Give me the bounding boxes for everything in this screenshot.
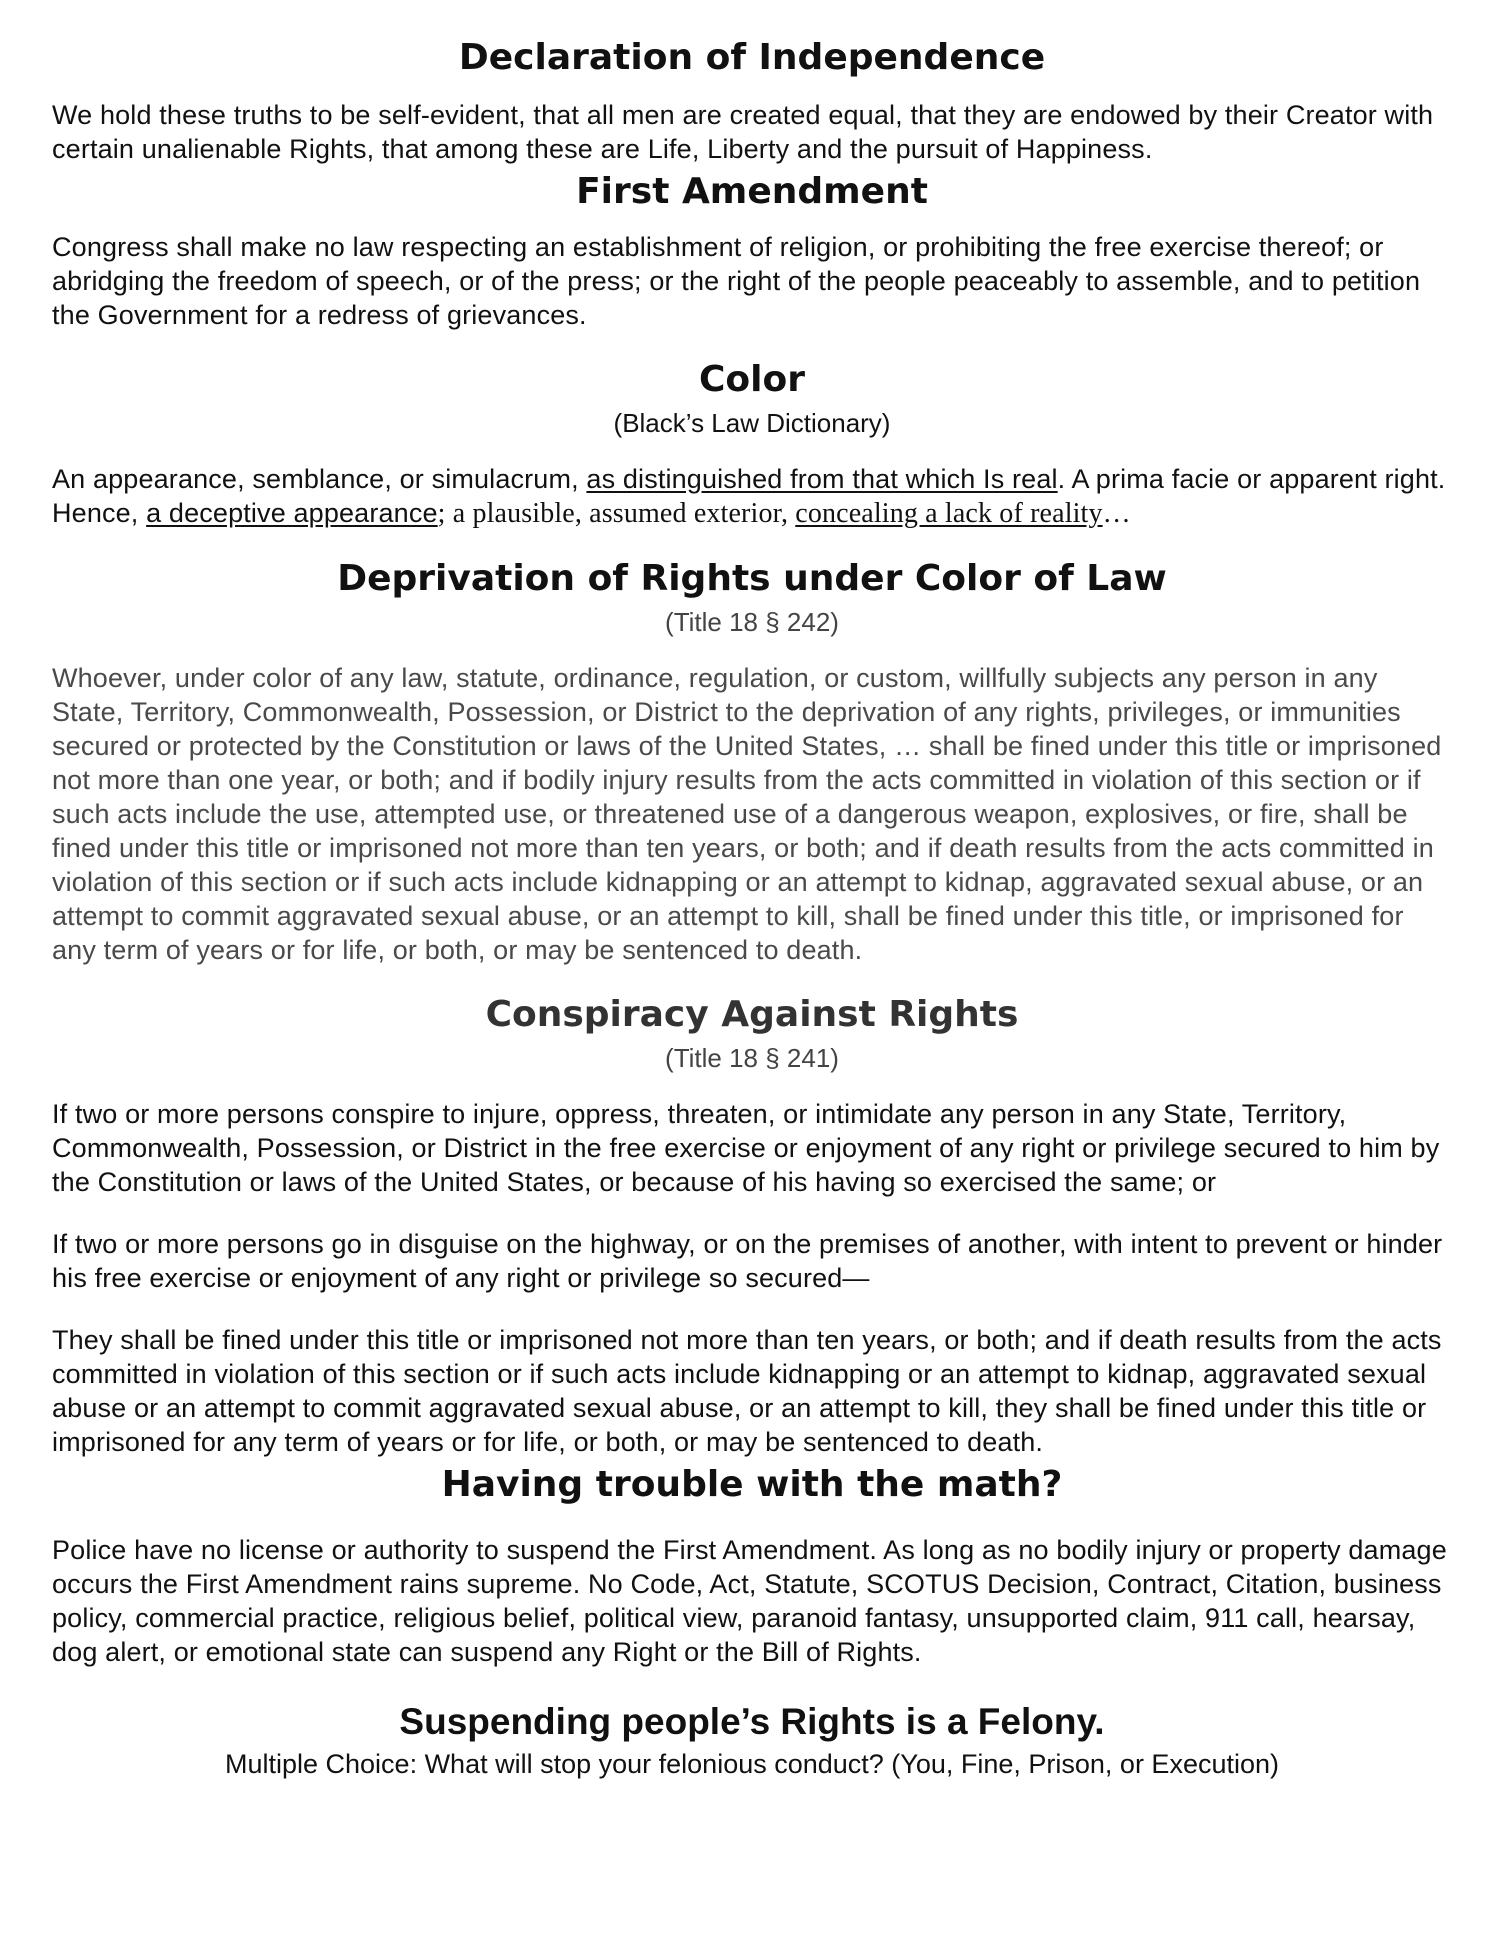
conspiracy-section xyxy=(52,989,1452,1459)
color-text-part3: ; a plausible, assumed exterior, xyxy=(437,498,796,529)
color-underline-real: as distinguished from that which Is real xyxy=(586,464,1058,494)
closing-section xyxy=(52,1697,1452,1781)
felony-heading: Suspending people’s Rights is a Felony. xyxy=(399,1701,1105,1742)
deprivation-heading: Deprivation of Rights under Color of Law xyxy=(337,558,1167,599)
color-underline-reality: concealing a lack of reality xyxy=(795,498,1103,529)
color-underline-deceptive: a deceptive appearance xyxy=(146,498,438,528)
color-ellipsis: … xyxy=(1102,498,1131,529)
declaration-text: We hold these truths to be self-evident, that all men are created equal, that they are endowed by their Creator with certain unalienable Rights, that among these are Life, Liberty and the pursuit of Happiness. xyxy=(52,100,1434,164)
color-source: (Black’s Law Dictionary) xyxy=(613,408,891,438)
math-text: Police have no license or authority to suspend the First Amendment. As long as no bodily injury or property damage occurs the First Amendment rains supreme. No Code, Act, Statute, SCOTUS Decision, Contract, Citation, business policy, commercial practice, religious belief, political view, paranoid fantasy, unsupported claim, 911 call, hearsay, dog alert, or emotional state can suspend any Right or the Bill of Rights. xyxy=(52,1535,1447,1667)
math-heading: Having trouble with the math? xyxy=(441,1464,1063,1505)
document-page xyxy=(52,30,1452,1781)
declaration-section xyxy=(52,30,1452,166)
conspiracy-heading: Conspiracy Against Rights xyxy=(485,994,1019,1035)
deprivation-text: Whoever, under color of any law, statute, ordinance, regulation, or custom, willfully subjects any person in any State, Territory, Commonwealth, Possession, or District to the deprivation of any rights, privileges, or immunities secured or protected by the Constitution or laws of the United States, … shall be fined under this title or imprisoned not more than one year, or both; and if bodily injury results from the acts committed in violation of this section or if such acts include the use, attempted use, or threatened use of a dangerous weapon, explosives, or fire, shall be fined under this title or imprisoned not more than ten years, or both; and if death results from the acts committed in violation of this section or if such acts include kidnapping or an attempt to kidnap, aggravated sexual abuse, or an attempt to commit aggravated sexual abuse, or an attempt to kill, shall be fined under this title, or imprisoned for any term of years or for life, or both, or may be sentenced to death. xyxy=(52,663,1442,965)
color-text-part1: An appearance, semblance, or simulacrum, xyxy=(52,464,587,494)
deprivation-section xyxy=(52,553,1452,967)
color-definition xyxy=(52,462,1452,531)
first-amendment-text: Congress shall make no law respecting an establishment of religion, or prohibiting the free exercise thereof; or abridging the freedom of speech, or of the press; or the right of the people peaceably to assemble, and to petition the Government for a redress of grievances. xyxy=(52,232,1421,330)
first-amendment-section xyxy=(52,166,1452,332)
conspiracy-para-1: If two or more persons conspire to injure, oppress, threaten, or intimidate any person in any State, Territory, Commonwealth, Possession, or District in the free exercise or enjoyment of any right or privilege secured to him by the Constitution or laws of the United States, or because of his having so exercised the same; or xyxy=(52,1099,1440,1197)
conspiracy-para-3: They shall be fined under this title or imprisoned not more than ten years, or both; and if death results from the acts committed in violation of this section or if such acts include kidnapping or an attempt to kidnap, aggravated sexual abuse or an attempt to commit aggravated sexual abuse, or an attempt to kill, they shall be fined under this title or imprisoned for any term of years or for life, or both, or may be sentenced to death. xyxy=(52,1325,1442,1457)
conspiracy-citation: (Title 18 § 241) xyxy=(665,1043,839,1073)
first-amendment-heading: First Amendment xyxy=(576,171,928,212)
color-section xyxy=(52,354,1452,531)
color-heading: Color xyxy=(699,359,805,400)
conspiracy-para-2: If two or more persons go in disguise on the highway, or on the premises of another, with intent to prevent or hinder his free exercise or enjoyment of any right or privilege so secured— xyxy=(52,1229,1443,1293)
declaration-heading: Declaration of Independence xyxy=(458,37,1046,78)
multiple-choice-question: Multiple Choice: What will stop your felonious conduct? (You, Fine, Prison, or Execution) xyxy=(224,1749,1279,1779)
math-section xyxy=(52,1459,1452,1669)
deprivation-citation: (Title 18 § 242) xyxy=(665,607,839,637)
color-text-part2: . A prima facie or apparent right. Hence, xyxy=(52,464,1446,528)
